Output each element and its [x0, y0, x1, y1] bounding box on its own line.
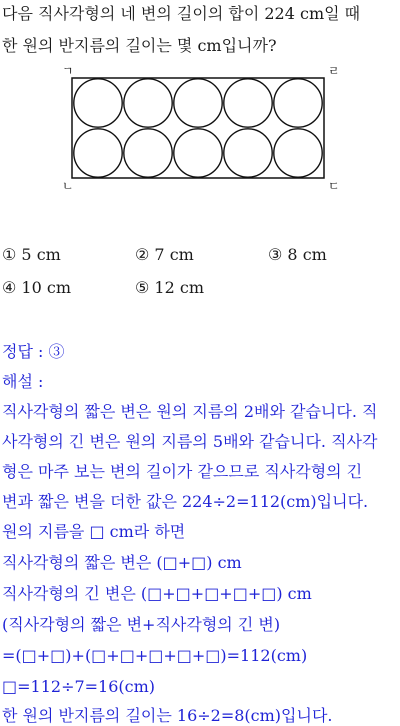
corner-label-top-right: ㄹ [328, 64, 340, 78]
corner-label-bottom-right: ㄷ [328, 179, 340, 193]
circle [74, 129, 122, 177]
explanation-line: 한 원의 반지름의 길이는 16÷2=8(cm)입니다. [2, 706, 333, 725]
circle [174, 129, 222, 177]
corner-label-top-left: ㄱ [62, 64, 74, 78]
explanation-line: 직사각형의 짧은 변은 (□+□) cm [2, 553, 242, 572]
choice-5[interactable]: ⑤ 12 cm [135, 278, 205, 297]
explanation-title: 해설 : [2, 372, 44, 391]
question-line-2: 한 원의 반지름의 길이는 몇 cm입니까? [2, 36, 277, 55]
corner-label-bottom-left: ㄴ [62, 179, 74, 193]
circle [274, 129, 322, 177]
explanation-line: 원의 지름을 □ cm라 하면 [2, 522, 186, 541]
circle [124, 79, 172, 127]
explanation-line: 변과 짧은 변을 더한 값은 224÷2=112(cm)입니다. [2, 492, 369, 511]
circle-grid [74, 79, 322, 177]
explanation-line: (직사각형의 짧은 변+직사각형의 긴 변) [2, 615, 281, 634]
explanation-line: =(□+□)+(□+□+□+□+□)=112(cm) [2, 646, 308, 665]
explanation-line: 직사각형의 짧은 변은 원의 지름의 2배와 같습니다. 직 [2, 402, 378, 421]
answer-line: 정답 : ③ [2, 342, 65, 361]
outer-rectangle [72, 78, 324, 178]
circle [124, 129, 172, 177]
circle [224, 129, 272, 177]
circle [74, 79, 122, 127]
rectangle-circles-figure [0, 0, 400, 200]
explanation-line: □=112÷7=16(cm) [2, 677, 156, 696]
explanation-line: 형은 마주 보는 변의 길이가 같으므로 직사각형의 긴 [2, 462, 363, 481]
circle [224, 79, 272, 127]
choice-1[interactable]: ① 5 cm [2, 245, 61, 264]
circle [274, 79, 322, 127]
circle [174, 79, 222, 127]
choice-4[interactable]: ④ 10 cm [2, 278, 72, 297]
choice-2[interactable]: ② 7 cm [135, 245, 194, 264]
explanation-line: 사각형의 긴 변은 원의 지름의 5배와 같습니다. 직사각 [2, 432, 378, 451]
choice-3[interactable]: ③ 8 cm [268, 245, 327, 264]
question-line-1: 다음 직사각형의 네 변의 길이의 합이 224 cm일 때 [2, 4, 361, 23]
explanation-line: 직사각형의 긴 변은 (□+□+□+□+□) cm [2, 584, 312, 603]
